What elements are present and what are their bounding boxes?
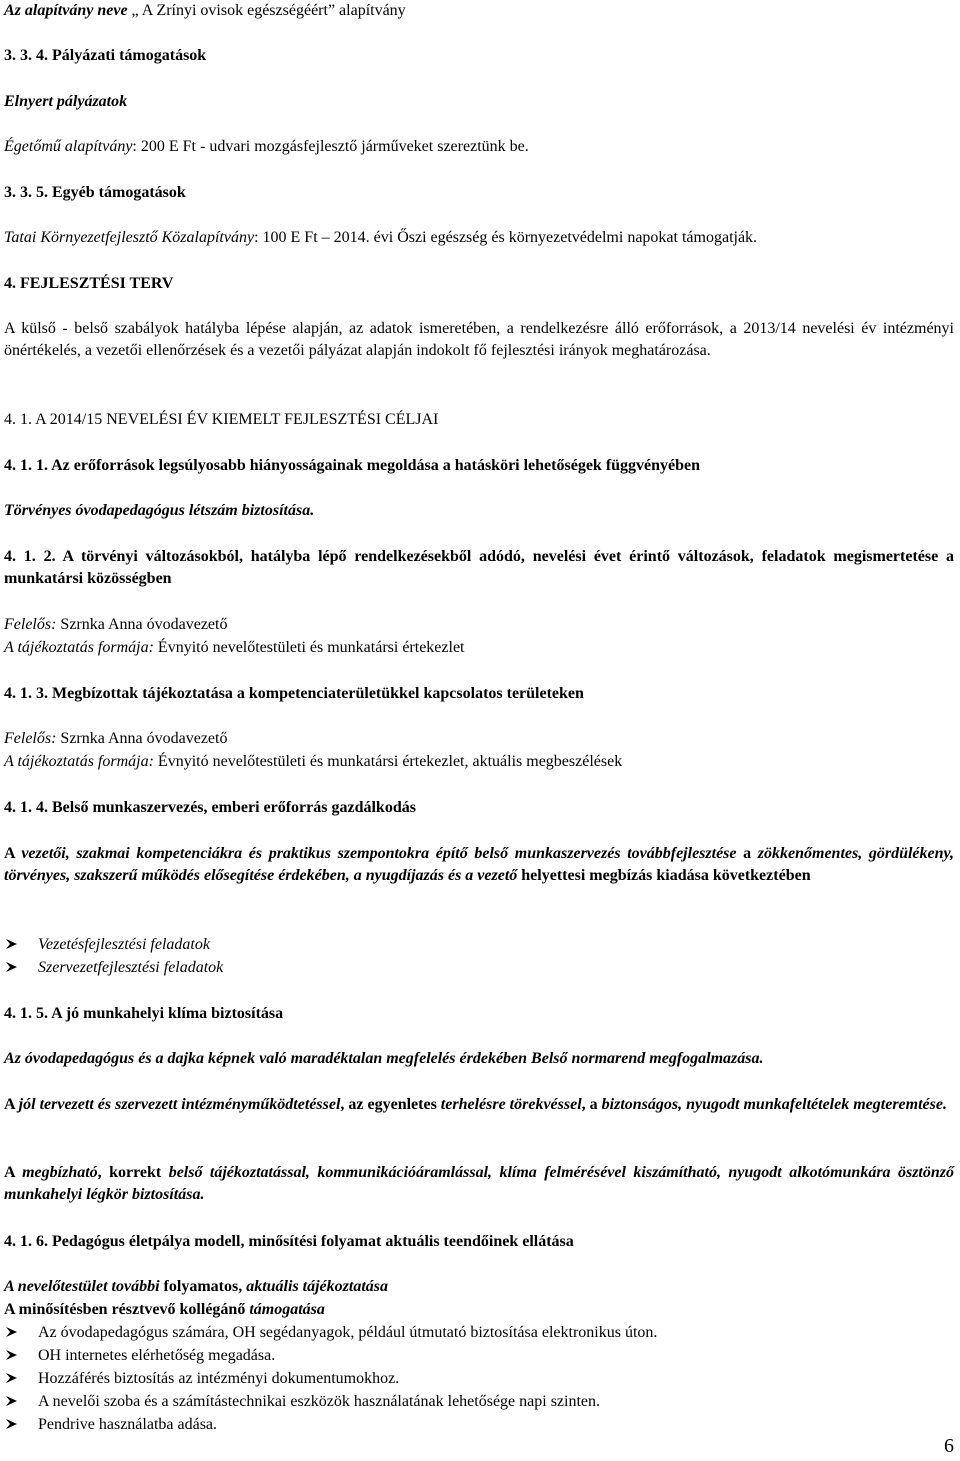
list-item-text: Pendrive használatba adása. [38, 1416, 218, 1433]
responsible-value: Szrnka Anna óvodavezető [56, 616, 228, 633]
list-item [4, 1391, 600, 1413]
paragraph-415-3 [4, 1162, 954, 1206]
support-entry-label: Tatai Környezetfejlesztő Közalapítvány [4, 229, 255, 246]
grant-entry [4, 136, 529, 158]
text-run: terhelésre törekvéssel [440, 1096, 582, 1113]
arrow-bullet-icon [4, 957, 38, 979]
list-item [4, 1414, 217, 1436]
heading-415: 4. 1. 5. A jó munkahelyi klíma biztosítása [4, 1005, 284, 1022]
foundation-value: „ A Zrínyi ovisok egészségéért” alapítvány [127, 2, 406, 19]
text-run: a [736, 845, 758, 862]
text-run: A minősítésben résztvevő kollégánő [4, 1301, 250, 1318]
arrow-bullet-icon [4, 1368, 38, 1390]
line-416-2 [4, 1299, 325, 1321]
foundation-label: Az alapítvány neve [4, 2, 128, 19]
text-run: alkotómunkára ösztönző munkahelyi légkör biztosítása. [4, 1164, 955, 1203]
heading-411: 4. 1. 1. Az erőforrások legsúlyosabb hiányosságainak megoldása a hatásköri lehetőségek függvényében [4, 457, 701, 474]
text-run: A nevelőtestület további [4, 1278, 160, 1295]
paragraph-plan-intro: A külső - belső szabályok hatályba lépése alapján, az adatok ismeretében, a rendelkezésre álló erőforrások, a 2013/14 nevelési év intézményi önértékelés, a vezetői ellenőrzések és a vezetői pályázat alapján indokolt fő fejlesztési irányok meghatározása. [4, 320, 954, 359]
form-label: A tájékoztatás formája: [4, 753, 154, 770]
text-run: , korrekt [97, 1164, 169, 1181]
heading-335 [4, 182, 186, 204]
text-run: megbízható [22, 1164, 98, 1181]
arrow-bullet-icon [4, 934, 38, 956]
list-item-text: A nevelői szoba és a számítástechnikai eszközök használatának lehetősége napi szinten. [38, 1393, 601, 1410]
text-run: folyamatos, [159, 1278, 247, 1295]
arrow-bullet-icon [4, 1322, 38, 1344]
responsible-label: Felelős: [4, 616, 57, 633]
paragraph-415-2 [4, 1094, 954, 1116]
note-411: Törvényes óvodapedagógus létszám biztosítása. [4, 502, 315, 519]
paragraph-415-1: Az óvodapedagógus és a dajka képnek való maradéktalan megfelelés érdekében Belső normarend megfogalmazása. [4, 1050, 764, 1067]
form-value: Évnyitó nevelőtestületi és munkatársi értekezlet, aktuális megbeszélések [153, 753, 623, 770]
arrow-bullet-icon [4, 1414, 38, 1436]
heading-412: 4. 1. 2. A törvényi változásokból, hatályba lépő rendelkezésekből adódó, nevelési évet érintő változások, feladatok megismertetése a munkatársi közösségben [4, 548, 954, 587]
heading-4: 4. FEJLESZTÉSI TERV [4, 275, 174, 292]
text-run: támogatása [249, 1301, 325, 1318]
text-run: zökkenőmentes, gördülékeny, törvényes, szakszerű működés elősegítése érdekében, a nyugdíjazás és a vezető [4, 845, 955, 884]
list-item [4, 957, 223, 979]
responsible-413 [4, 728, 227, 750]
text-run: , az egyenletes [340, 1096, 441, 1113]
grant-entry-text: : 200 E Ft - udvari mozgásfejlesztő járműveket szereztünk be. [132, 138, 529, 155]
text-run: A [4, 845, 22, 862]
line-416-1 [4, 1276, 388, 1298]
list-item-text: Hozzáférés biztosítás az intézményi dokumentumokhoz. [38, 1370, 400, 1387]
text-run: biztonságos, nyugodt [601, 1096, 740, 1113]
responsible-value: Szrnka Anna óvodavezető [56, 730, 228, 747]
responsible-label: Felelős: [4, 730, 57, 747]
form-412 [4, 637, 464, 659]
text-run: helyettesi megbízás kiadása következtében [521, 867, 811, 884]
list-item [4, 1345, 275, 1367]
arrow-bullet-icon [4, 1391, 38, 1413]
list-item [4, 934, 210, 956]
heading-number: 3. 3. 5. [4, 184, 48, 201]
heading-416: 4. 1. 6. Pedagógus életpálya modell, minősítési folyamat aktuális teendőinek ellátása [4, 1233, 574, 1250]
heading-334 [4, 45, 206, 67]
heading-413: 4. 1. 3. Megbízottak tájékoztatása a kompetenciaterületükkel kapcsolatos területeken [4, 685, 584, 702]
heading-number: 3. 3. 4. [4, 47, 48, 64]
heading-title: Pályázati támogatások [48, 47, 207, 64]
page-number: 6 [944, 1435, 954, 1457]
support-entry-text: : 100 E Ft – 2014. évi Őszi egészség és környezetvédelmi napokat támogatják. [254, 229, 758, 246]
form-413 [4, 751, 622, 773]
text-run: vezetői, szakmai kompetenciákra és praktikus szempontokra építő belső munkaszervezés továbbfejlesztése [21, 845, 737, 862]
list-item [4, 1368, 399, 1390]
form-value: Évnyitó nevelőtestületi és munkatársi értekezlet [153, 639, 465, 656]
text-run: A [4, 1096, 19, 1113]
heading-title: Egyéb támogatások [48, 184, 186, 201]
text-run: , a [581, 1096, 602, 1113]
text-run: aktuális tájékoztatása [246, 1278, 388, 1295]
heading-414: 4. 1. 4. Belső munkaszervezés, emberi erőforrás gazdálkodás [4, 799, 416, 816]
text-run: munkafeltételek megteremtése. [743, 1096, 947, 1113]
subheading-won-grants: Elnyert pályázatok [4, 93, 128, 110]
arrow-bullet-icon [4, 1345, 38, 1367]
text-run: belső tájékoztatással, kommunikációáramlással, klíma felmérésével kiszámítható, nyugodt [168, 1164, 782, 1181]
list-item-text: Az óvodapedagógus számára, OH segédanyagok, például útmutató biztosítása elektronikus úton. [38, 1324, 658, 1341]
list-item [4, 1322, 657, 1344]
text-run: A [4, 1164, 23, 1181]
responsible-412 [4, 614, 227, 636]
text-run: jól tervezett és szervezett intézményműködtetéssel [18, 1096, 341, 1113]
support-entry [4, 227, 757, 249]
grant-entry-label: Égetőmű alapítvány [4, 138, 133, 155]
heading-41: 4. 1. A 2014/15 NEVELÉSI ÉV KIEMELT FEJLESZTÉSI CÉLJAI [4, 411, 439, 428]
foundation-line [4, 0, 406, 22]
paragraph-414 [4, 843, 954, 887]
form-label: A tájékoztatás formája: [4, 639, 154, 656]
list-item-text: Vezetésfejlesztési feladatok [38, 936, 210, 953]
list-item-text: Szervezetfejlesztési feladatok [38, 959, 224, 976]
list-item-text: OH internetes elérhetőség megadása. [38, 1347, 276, 1364]
